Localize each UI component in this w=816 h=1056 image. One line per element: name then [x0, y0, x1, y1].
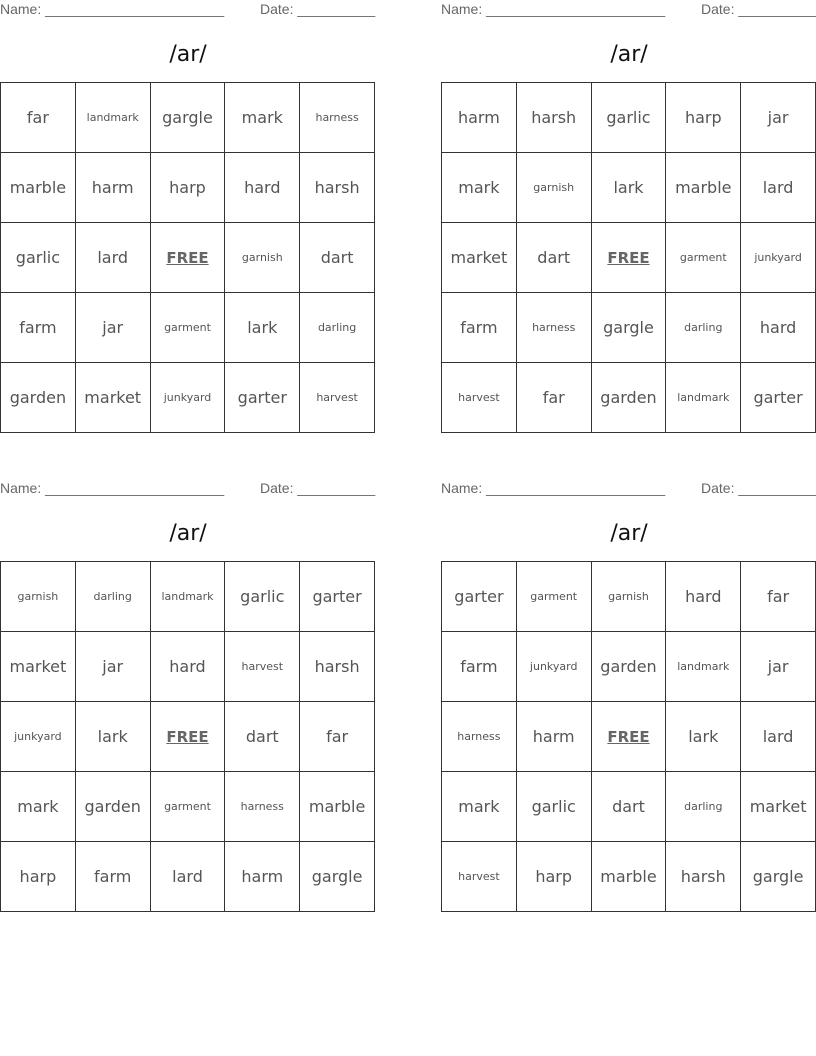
card-title: /ar/	[169, 42, 207, 67]
bingo-cell[interactable]: garment	[151, 293, 226, 363]
bingo-cell[interactable]: landmark	[666, 632, 741, 702]
free-space-cell[interactable]: FREE	[592, 223, 667, 293]
card-title: /ar/	[169, 521, 207, 546]
bingo-cell[interactable]: garden	[592, 632, 667, 702]
date-field[interactable]: Date: __________	[701, 480, 816, 496]
bingo-cell[interactable]: darling	[666, 772, 741, 842]
bingo-cell[interactable]: lark	[592, 153, 667, 223]
bingo-cell[interactable]: mark	[1, 772, 76, 842]
bingo-cell[interactable]: garter	[225, 363, 300, 433]
bingo-cell[interactable]: harp	[517, 842, 592, 912]
bingo-cell[interactable]: harness	[225, 772, 300, 842]
bingo-cell[interactable]: junkyard	[741, 223, 816, 293]
bingo-cell[interactable]: hard	[666, 562, 741, 632]
date-field[interactable]: Date: __________	[260, 1, 376, 17]
bingo-cell[interactable]: harvest	[225, 632, 300, 702]
bingo-cell[interactable]: gargle	[741, 842, 816, 912]
card-header	[0, 1, 376, 21]
bingo-cell[interactable]: darling	[666, 293, 741, 363]
date-field[interactable]: Date: __________	[260, 480, 376, 496]
bingo-cell[interactable]: hard	[741, 293, 816, 363]
bingo-cell[interactable]: garnish	[1, 562, 76, 632]
bingo-cell[interactable]: garlic	[1, 223, 76, 293]
bingo-cell[interactable]: garlic	[225, 562, 300, 632]
card-title: /ar/	[610, 521, 648, 546]
bingo-cell[interactable]: garter	[442, 562, 517, 632]
bingo-cell[interactable]: garlic	[517, 772, 592, 842]
bingo-cell[interactable]: marble	[592, 842, 667, 912]
bingo-cell[interactable]: landmark	[76, 83, 151, 153]
bingo-card-1	[0, 0, 376, 440]
bingo-cell[interactable]: lark	[76, 702, 151, 772]
free-space-cell[interactable]: FREE	[151, 702, 226, 772]
bingo-cell[interactable]: garter	[300, 562, 375, 632]
bingo-cell[interactable]: garment	[517, 562, 592, 632]
bingo-grid	[0, 82, 375, 433]
name-field[interactable]: Name: _______________________	[441, 1, 666, 17]
bingo-cell[interactable]: garter	[741, 363, 816, 433]
bingo-cell[interactable]: gargle	[300, 842, 375, 912]
bingo-cell[interactable]: lark	[666, 702, 741, 772]
bingo-cell[interactable]: jar	[76, 632, 151, 702]
bingo-grid	[0, 561, 375, 912]
name-field[interactable]: Name: _______________________	[0, 480, 225, 496]
bingo-cell[interactable]: harvest	[442, 842, 517, 912]
bingo-cell[interactable]: harsh	[666, 842, 741, 912]
bingo-cell[interactable]: lard	[151, 842, 226, 912]
card-title: /ar/	[610, 42, 648, 67]
bingo-cell[interactable]: mark	[442, 772, 517, 842]
bingo-cell[interactable]: mark	[442, 153, 517, 223]
bingo-cell[interactable]: marble	[1, 153, 76, 223]
bingo-cell[interactable]: junkyard	[151, 363, 226, 433]
bingo-cell[interactable]: farm	[442, 632, 517, 702]
bingo-cell[interactable]: garnish	[517, 153, 592, 223]
bingo-cell[interactable]: harm	[442, 83, 517, 153]
bingo-cell[interactable]: jar	[741, 83, 816, 153]
bingo-cell[interactable]: harp	[666, 83, 741, 153]
bingo-grid	[441, 82, 816, 433]
bingo-cell[interactable]: dart	[517, 223, 592, 293]
bingo-cell[interactable]: jar	[76, 293, 151, 363]
bingo-cell[interactable]: garnish	[592, 562, 667, 632]
name-field[interactable]: Name: _______________________	[441, 480, 666, 496]
bingo-cell[interactable]: lard	[76, 223, 151, 293]
bingo-cell[interactable]: hard	[151, 632, 226, 702]
bingo-cell[interactable]: junkyard	[517, 632, 592, 702]
bingo-cell[interactable]: far	[741, 562, 816, 632]
bingo-cell[interactable]: garment	[151, 772, 226, 842]
bingo-cell[interactable]: harsh	[300, 153, 375, 223]
bingo-cell[interactable]: darling	[76, 562, 151, 632]
bingo-cell[interactable]: jar	[741, 632, 816, 702]
bingo-cell[interactable]: harm	[517, 702, 592, 772]
bingo-cell[interactable]: harness	[517, 293, 592, 363]
bingo-cell[interactable]: lard	[741, 702, 816, 772]
bingo-cell[interactable]: dart	[225, 702, 300, 772]
bingo-cell[interactable]: hard	[225, 153, 300, 223]
bingo-cell[interactable]: far	[517, 363, 592, 433]
bingo-cell[interactable]: gargle	[592, 293, 667, 363]
bingo-cell[interactable]: market	[76, 363, 151, 433]
bingo-cell[interactable]: mark	[225, 83, 300, 153]
bingo-cell[interactable]: garlic	[592, 83, 667, 153]
bingo-cell[interactable]: dart	[592, 772, 667, 842]
bingo-grid	[441, 561, 816, 912]
bingo-cell[interactable]: harm	[225, 842, 300, 912]
bingo-cell[interactable]: dart	[300, 223, 375, 293]
card-header	[441, 480, 816, 500]
bingo-cell[interactable]: harsh	[517, 83, 592, 153]
card-header	[441, 1, 816, 21]
bingo-cell[interactable]: landmark	[151, 562, 226, 632]
bingo-card-4	[441, 479, 816, 919]
bingo-cell[interactable]: harness	[442, 702, 517, 772]
bingo-cell[interactable]: market	[741, 772, 816, 842]
bingo-cell[interactable]: garden	[76, 772, 151, 842]
bingo-cell[interactable]: harness	[300, 83, 375, 153]
bingo-cell[interactable]: harm	[76, 153, 151, 223]
bingo-cell[interactable]: far	[300, 702, 375, 772]
bingo-cell[interactable]: harvest	[300, 363, 375, 433]
free-space-cell[interactable]: FREE	[151, 223, 226, 293]
bingo-cell[interactable]: harvest	[442, 363, 517, 433]
name-field[interactable]: Name: _______________________	[0, 1, 225, 17]
bingo-cell[interactable]: garment	[666, 223, 741, 293]
bingo-cell[interactable]: marble	[666, 153, 741, 223]
card-header	[0, 480, 376, 500]
bingo-cell[interactable]: darling	[300, 293, 375, 363]
bingo-cell[interactable]: harp	[1, 842, 76, 912]
bingo-cell[interactable]: harp	[151, 153, 226, 223]
bingo-cell[interactable]: market	[1, 632, 76, 702]
bingo-cell[interactable]: garnish	[225, 223, 300, 293]
bingo-cell[interactable]: gargle	[151, 83, 226, 153]
bingo-cell[interactable]: marble	[300, 772, 375, 842]
free-space-cell[interactable]: FREE	[592, 702, 667, 772]
bingo-card-3	[0, 479, 376, 919]
bingo-cell[interactable]: farm	[76, 842, 151, 912]
bingo-cell[interactable]: farm	[1, 293, 76, 363]
bingo-cell[interactable]: garden	[1, 363, 76, 433]
date-field[interactable]: Date: __________	[701, 1, 816, 17]
bingo-cell[interactable]: landmark	[666, 363, 741, 433]
bingo-cell[interactable]: harsh	[300, 632, 375, 702]
bingo-cell[interactable]: junkyard	[1, 702, 76, 772]
bingo-cell[interactable]: far	[1, 83, 76, 153]
bingo-cell[interactable]: garden	[592, 363, 667, 433]
bingo-card-2	[441, 0, 816, 440]
bingo-cell[interactable]: farm	[442, 293, 517, 363]
bingo-cell[interactable]: market	[442, 223, 517, 293]
bingo-cell[interactable]: lark	[225, 293, 300, 363]
bingo-cell[interactable]: lard	[741, 153, 816, 223]
